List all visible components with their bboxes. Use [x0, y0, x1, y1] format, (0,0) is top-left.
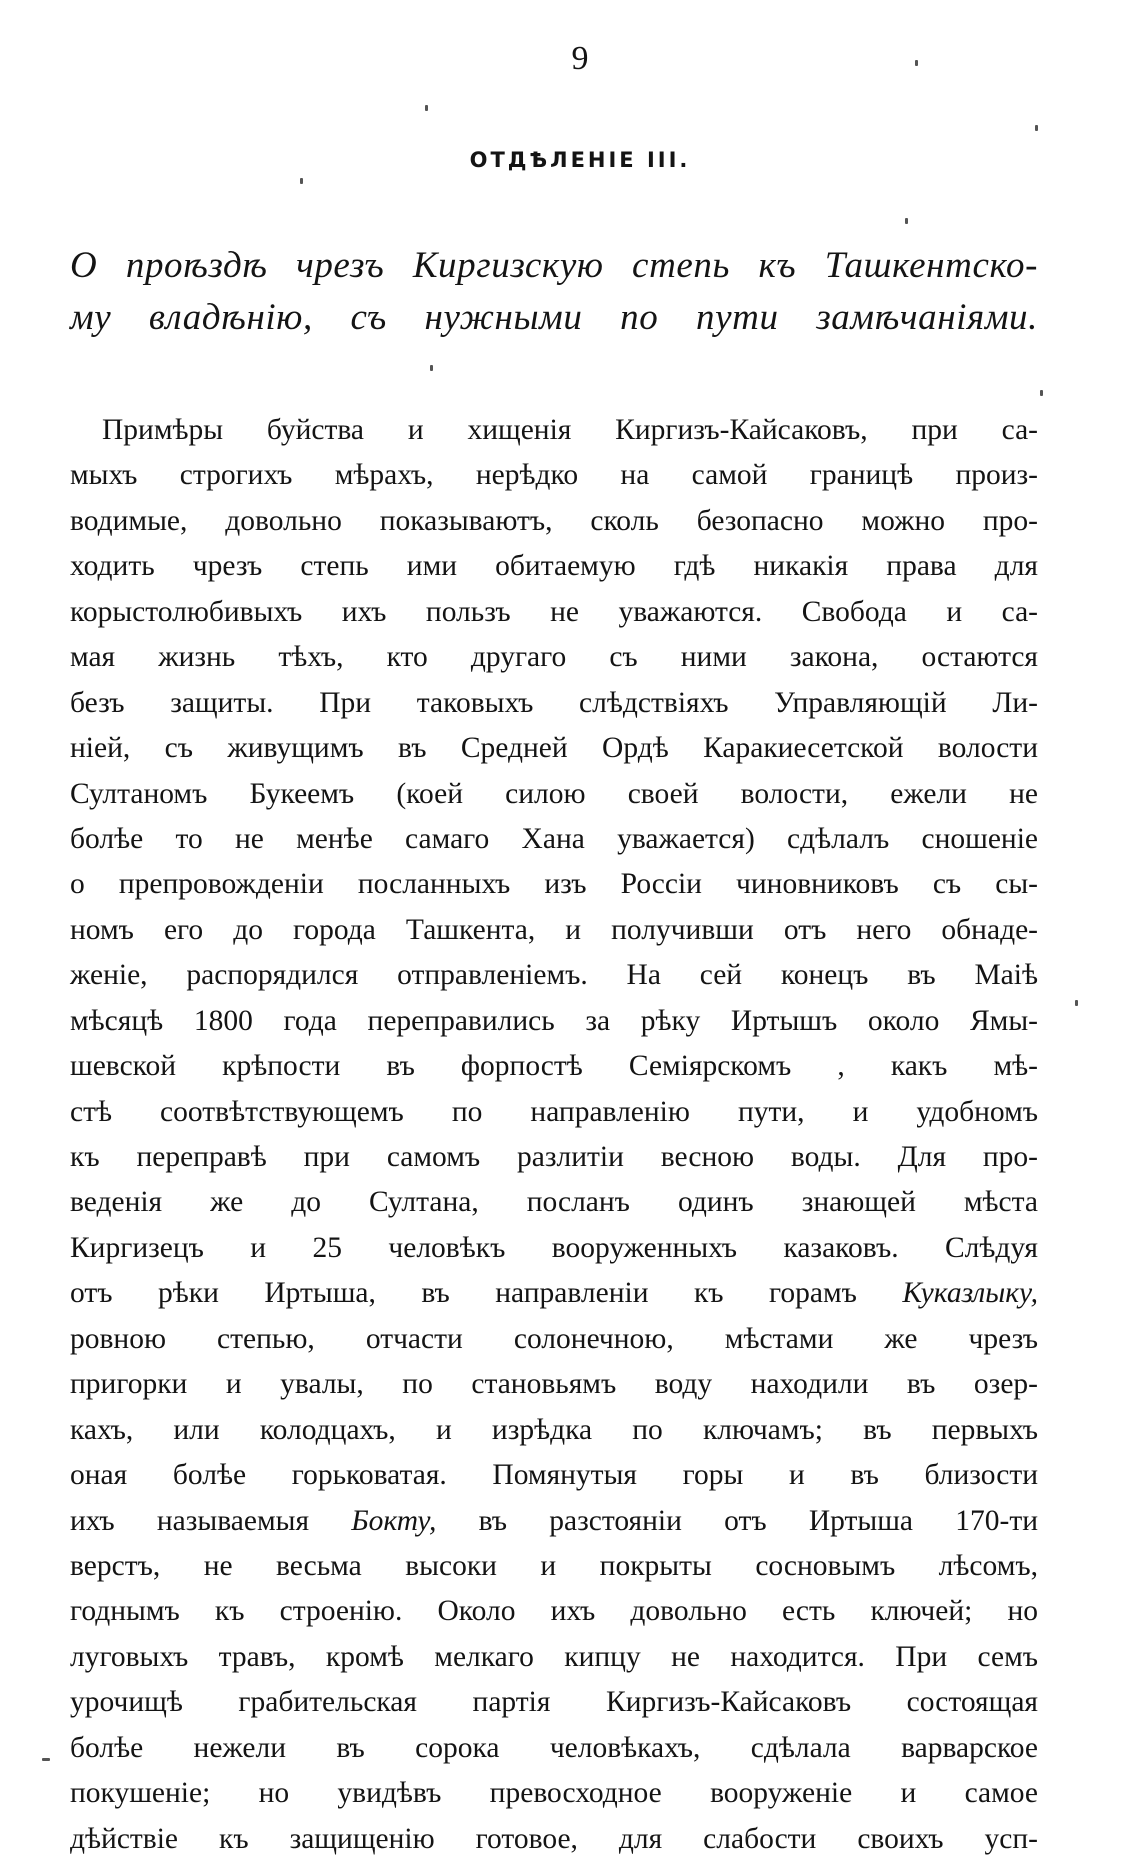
chapter-title — [70, 240, 1038, 344]
body-line: Киргизецъ и 25 человѣкъ вооруженныхъ казаковъ. Слѣдуя — [70, 1231, 1038, 1264]
body-text — [70, 408, 1038, 1862]
body-line: безъ защиты. При таковыхъ слѣдствіяхъ Управляющій Ли- — [70, 686, 1038, 719]
body-line — [70, 1271, 1038, 1316]
scan-speck — [1075, 1000, 1078, 1006]
body-line: о препровожденіи посланныхъ изъ Россіи чиновниковъ съ сы- — [70, 868, 1038, 901]
body-line: стѣ соотвѣтствующемъ по направленію пути, и удобномъ — [70, 1095, 1038, 1128]
scan-speck — [425, 105, 428, 111]
scan-speck — [905, 218, 908, 224]
scan-speck — [915, 60, 918, 66]
place-name-italic: Куказлыку, — [902, 1277, 1038, 1310]
section-heading: ОТДѢЛЕНІЕ III. — [469, 148, 691, 172]
body-line: мѣсяцѣ 1800 года переправились за рѣку Иртышъ около Ямы- — [70, 1004, 1038, 1037]
scan-speck — [300, 178, 303, 184]
body-line: номъ его до города Ташкента, и получивши отъ него обнаде- — [70, 913, 1038, 946]
page-number: 9 — [571, 40, 589, 77]
body-line: урочищѣ грабительская партія Киргизъ-Кайсаковъ состоящая — [70, 1686, 1038, 1719]
body-line-text: ихъ называемыя — [70, 1504, 352, 1537]
body-line: корыстолюбивыхъ ихъ пользъ не уважаются. Свобода и са- — [70, 595, 1038, 628]
body-line: верстъ, не весьма высоки и покрыты сосновымъ лѣсомъ, — [70, 1549, 1038, 1582]
scan-speck — [430, 365, 433, 371]
scan-speck — [1040, 390, 1043, 396]
body-line: водимые, довольно показываютъ, сколь безопасно можно про- — [70, 504, 1038, 537]
scan-speck — [42, 1758, 50, 1761]
body-line: оная болѣе горьковатая. Помянутыя горы и въ близости — [70, 1459, 1038, 1492]
chapter-title-line: О проѣздѣ чрезъ Киргизскую степь къ Ташкентско- — [70, 245, 1038, 286]
body-line: кахъ, или колодцахъ, и изрѣдка по ключамъ; въ первыхъ — [70, 1413, 1038, 1446]
body-line: болѣе нежели въ сорока человѣкахъ, сдѣлала варварское — [70, 1731, 1038, 1764]
body-line: луговыхъ травъ, кромѣ мелкаго кипцу не находится. При семъ — [70, 1640, 1038, 1673]
body-line: Султаномъ Букеемъ (коей силою своей волости, ежели не — [70, 777, 1038, 810]
body-line-text: отъ рѣки Иртыша, въ направленіи къ горамъ — [70, 1277, 903, 1310]
body-line: пригорки и увалы, по становьямъ воду находили въ озер- — [70, 1368, 1038, 1401]
body-line: шевской крѣпости въ форпостѣ Семіярскомъ , какъ мѣ- — [70, 1050, 1038, 1083]
place-name-italic: Бокту, — [351, 1504, 437, 1537]
scan-speck — [1035, 125, 1038, 131]
body-line: мая жизнь тѣхъ, кто другаго съ ними закона, остаются — [70, 641, 1038, 674]
body-line: веденія же до Султана, посланъ одинъ знающей мѣста — [70, 1186, 1038, 1219]
body-line — [70, 1499, 1038, 1544]
body-line: ніей, съ живущимъ въ Средней Ордѣ Каракиесетской волости — [70, 732, 1038, 765]
body-line-text: въ разстояніи отъ Иртыша 170-ти — [436, 1504, 1038, 1537]
body-line: Примѣры буйства и хищенія Киргизъ-Кайсаковъ, при са- — [102, 414, 1038, 446]
body-line: ходить чрезъ степь ими обитаемую гдѣ никакія права для — [70, 550, 1038, 583]
body-line: покушеніе; но увидѣвъ превосходное вооруженіе и самое — [70, 1777, 1038, 1810]
body-line: болѣе то не менѣе самаго Хана уважается) сдѣлалъ сношеніе — [70, 822, 1038, 855]
body-line: дѣйствіе къ защищенію готовое, для слабости своихъ усп- — [70, 1822, 1038, 1855]
chapter-title-line: му владѣнію, съ нужными по пути замѣчаніями. — [70, 297, 1038, 338]
body-line: къ переправѣ при самомъ разлитіи весною воды. Для про- — [70, 1141, 1038, 1173]
body-line: мыхъ строгихъ мѣрахъ, нерѣдко на самой границѣ произ- — [70, 459, 1038, 492]
body-line: ровною степью, отчасти солонечною, мѣстами же чрезъ — [70, 1322, 1038, 1355]
body-line: женіе, распорядился отправленіемъ. На сей конецъ въ Маіѣ — [70, 959, 1038, 992]
body-line: годнымъ къ строенію. Около ихъ довольно есть ключей; но — [70, 1595, 1038, 1628]
